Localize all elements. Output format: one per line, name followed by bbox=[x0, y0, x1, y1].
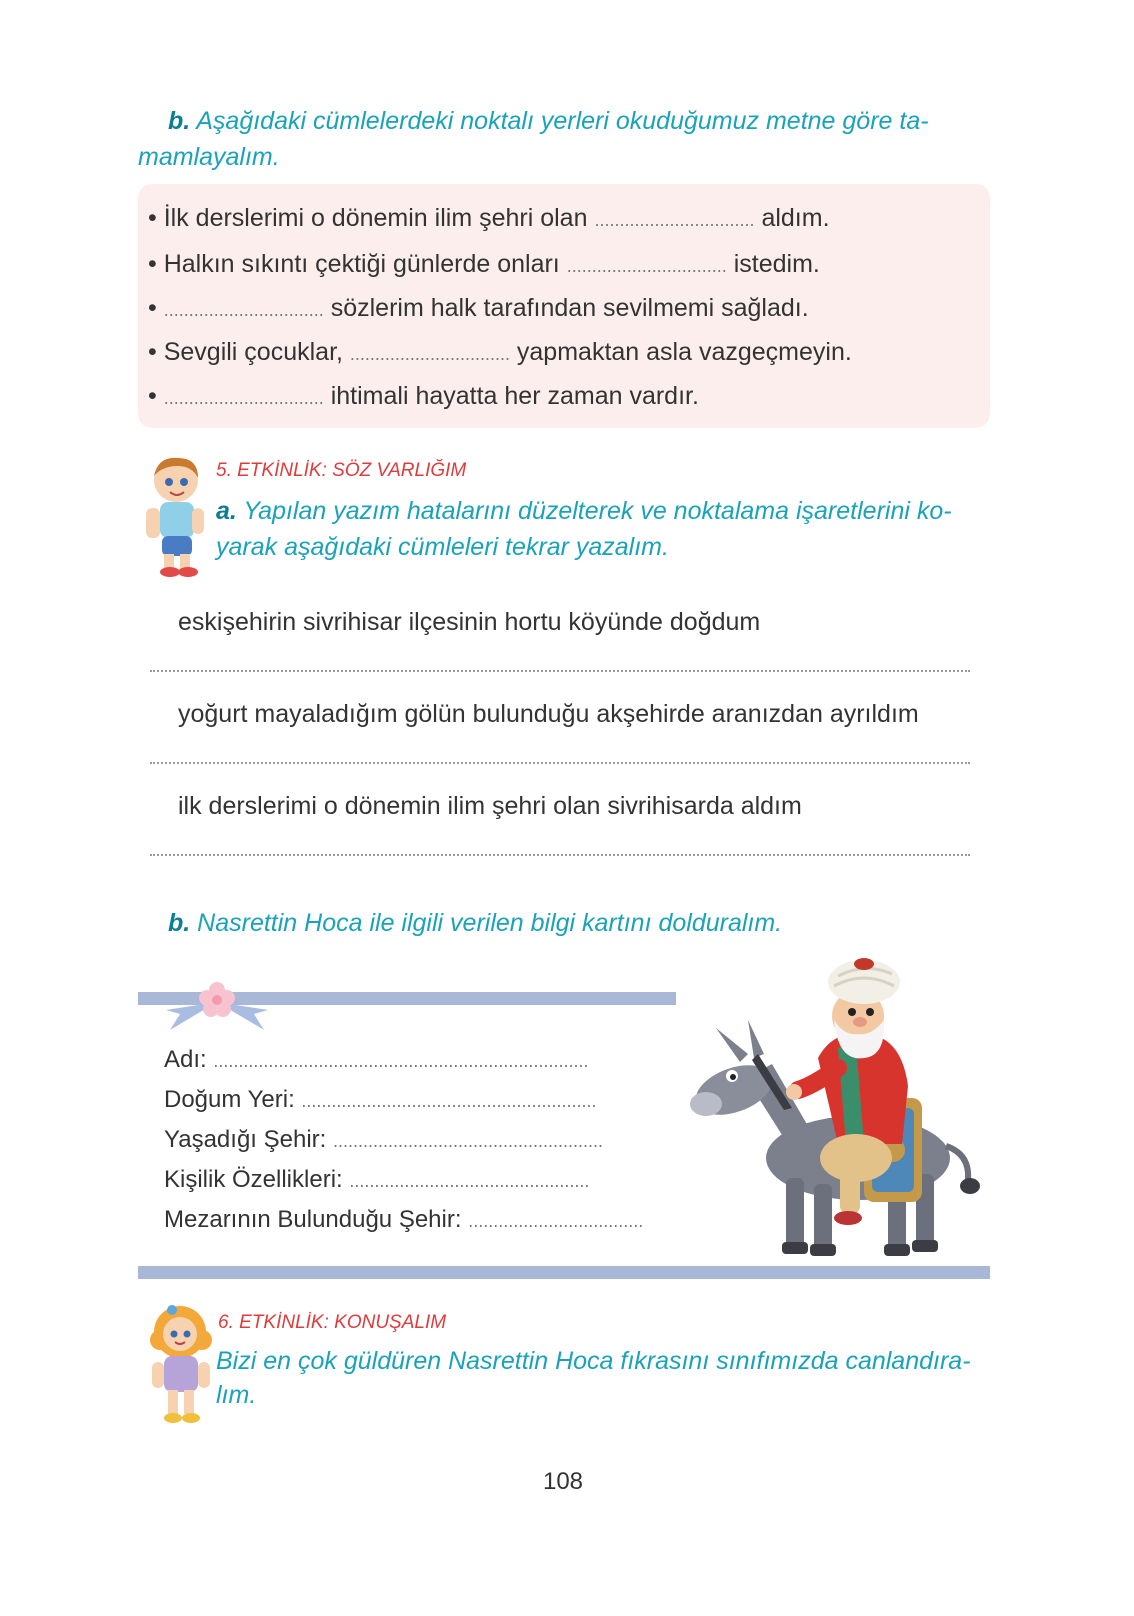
instruction-letter: b. bbox=[168, 107, 191, 135]
blank-line[interactable]: ................................ bbox=[163, 300, 324, 320]
blank-line[interactable]: ................................... bbox=[468, 1211, 644, 1231]
fill-item: • ................................ sözlerim halk tarafından sevilmemi sağladı. bbox=[148, 294, 809, 322]
fill-item: • İlk derslerimi o dönemin ilim şehri olan ................................ aldım. bbox=[148, 204, 830, 232]
boy-character-illustration bbox=[138, 452, 210, 582]
activity5-instruction: a. Yapılan yazım hatalarını düzelterek ve noktalama işaretlerini ko- bbox=[216, 497, 952, 525]
answer-line-1[interactable] bbox=[150, 670, 970, 672]
instruction-letter: b. bbox=[168, 909, 191, 937]
blank-line[interactable]: ................................ bbox=[349, 344, 510, 364]
card-row-birthplace: Doğum Yeri: ........................................................... bbox=[164, 1086, 597, 1113]
blank-line[interactable]: ................................................ bbox=[349, 1171, 590, 1191]
fill-item: • ................................ ihtimali hayatta her zaman vardır. bbox=[148, 382, 699, 410]
blank-line[interactable]: ...................................................... bbox=[333, 1131, 604, 1151]
girl-character-illustration bbox=[146, 1300, 216, 1428]
blank-line[interactable]: ................................ bbox=[163, 388, 324, 408]
blank-line[interactable]: ........................................................................... bbox=[213, 1051, 589, 1071]
sentence-2: yoğurt mayaladığım gölün bulunduğu akşehirde aranızdan ayrıldım bbox=[178, 700, 919, 728]
fill-item: • Halkın sıkıntı çektiği günlerde onları ................................ istedim. bbox=[148, 250, 820, 278]
sentence-1: eskişehirin sivrihisar ilçesinin hortu köyünde doğdum bbox=[178, 608, 761, 636]
answer-line-2[interactable] bbox=[150, 762, 970, 764]
activity5-instruction-line2: yarak aşağıdaki cümleleri tekrar yazalım. bbox=[216, 533, 669, 561]
fill-item: • Sevgili çocuklar, ................................ yapmaktan asla vazgeçmeyin. bbox=[148, 338, 852, 366]
instruction-b-top-line2: mamlayalım. bbox=[138, 143, 280, 171]
instruction-letter: a. bbox=[216, 497, 237, 525]
blank-line[interactable]: ................................ bbox=[594, 210, 755, 230]
ribbon-flower-icon bbox=[160, 978, 274, 1036]
activity5-heading: 5. ETKİNLİK: SÖZ VARLIĞIM bbox=[216, 460, 467, 481]
answer-line-3[interactable] bbox=[150, 854, 970, 856]
card-row-city: Yaşadığı Şehir: ...................................................... bbox=[164, 1126, 604, 1153]
activity6-instruction-line2: lım. bbox=[216, 1381, 257, 1409]
blank-line[interactable]: ................................ bbox=[566, 256, 727, 276]
instruction-b-top bbox=[168, 104, 990, 139]
activity6-heading: 6. ETKİNLİK: KONUŞALIM bbox=[218, 1312, 447, 1333]
sentence-3: ilk derslerimi o dönemin ilim şehri olan sivrihisarda aldım bbox=[178, 792, 802, 820]
blank-line[interactable]: ........................................................... bbox=[301, 1091, 597, 1111]
activity6-instruction: Bizi en çok güldüren Nasrettin Hoca fıkrasını sınıfımızda canlandıra- bbox=[216, 1347, 971, 1375]
card-row-personality: Kişilik Özellikleri: ................................................ bbox=[164, 1166, 590, 1193]
instruction-text-line1: Aşağıdaki cümlelerdeki noktalı yerleri okuduğumuz metne göre ta- bbox=[196, 107, 929, 135]
page-number: 108 bbox=[542, 1468, 584, 1495]
card-row-grave-city: Mezarının Bulunduğu Şehir: ................................... bbox=[164, 1206, 644, 1233]
card-row-name: Adı: ........................................................................... bbox=[164, 1046, 589, 1073]
instruction-b-card: b. Nasrettin Hoca ile ilgili verilen bilgi kartını dolduralım. bbox=[168, 909, 783, 937]
nasreddin-hoca-donkey-illustration bbox=[688, 958, 992, 1268]
